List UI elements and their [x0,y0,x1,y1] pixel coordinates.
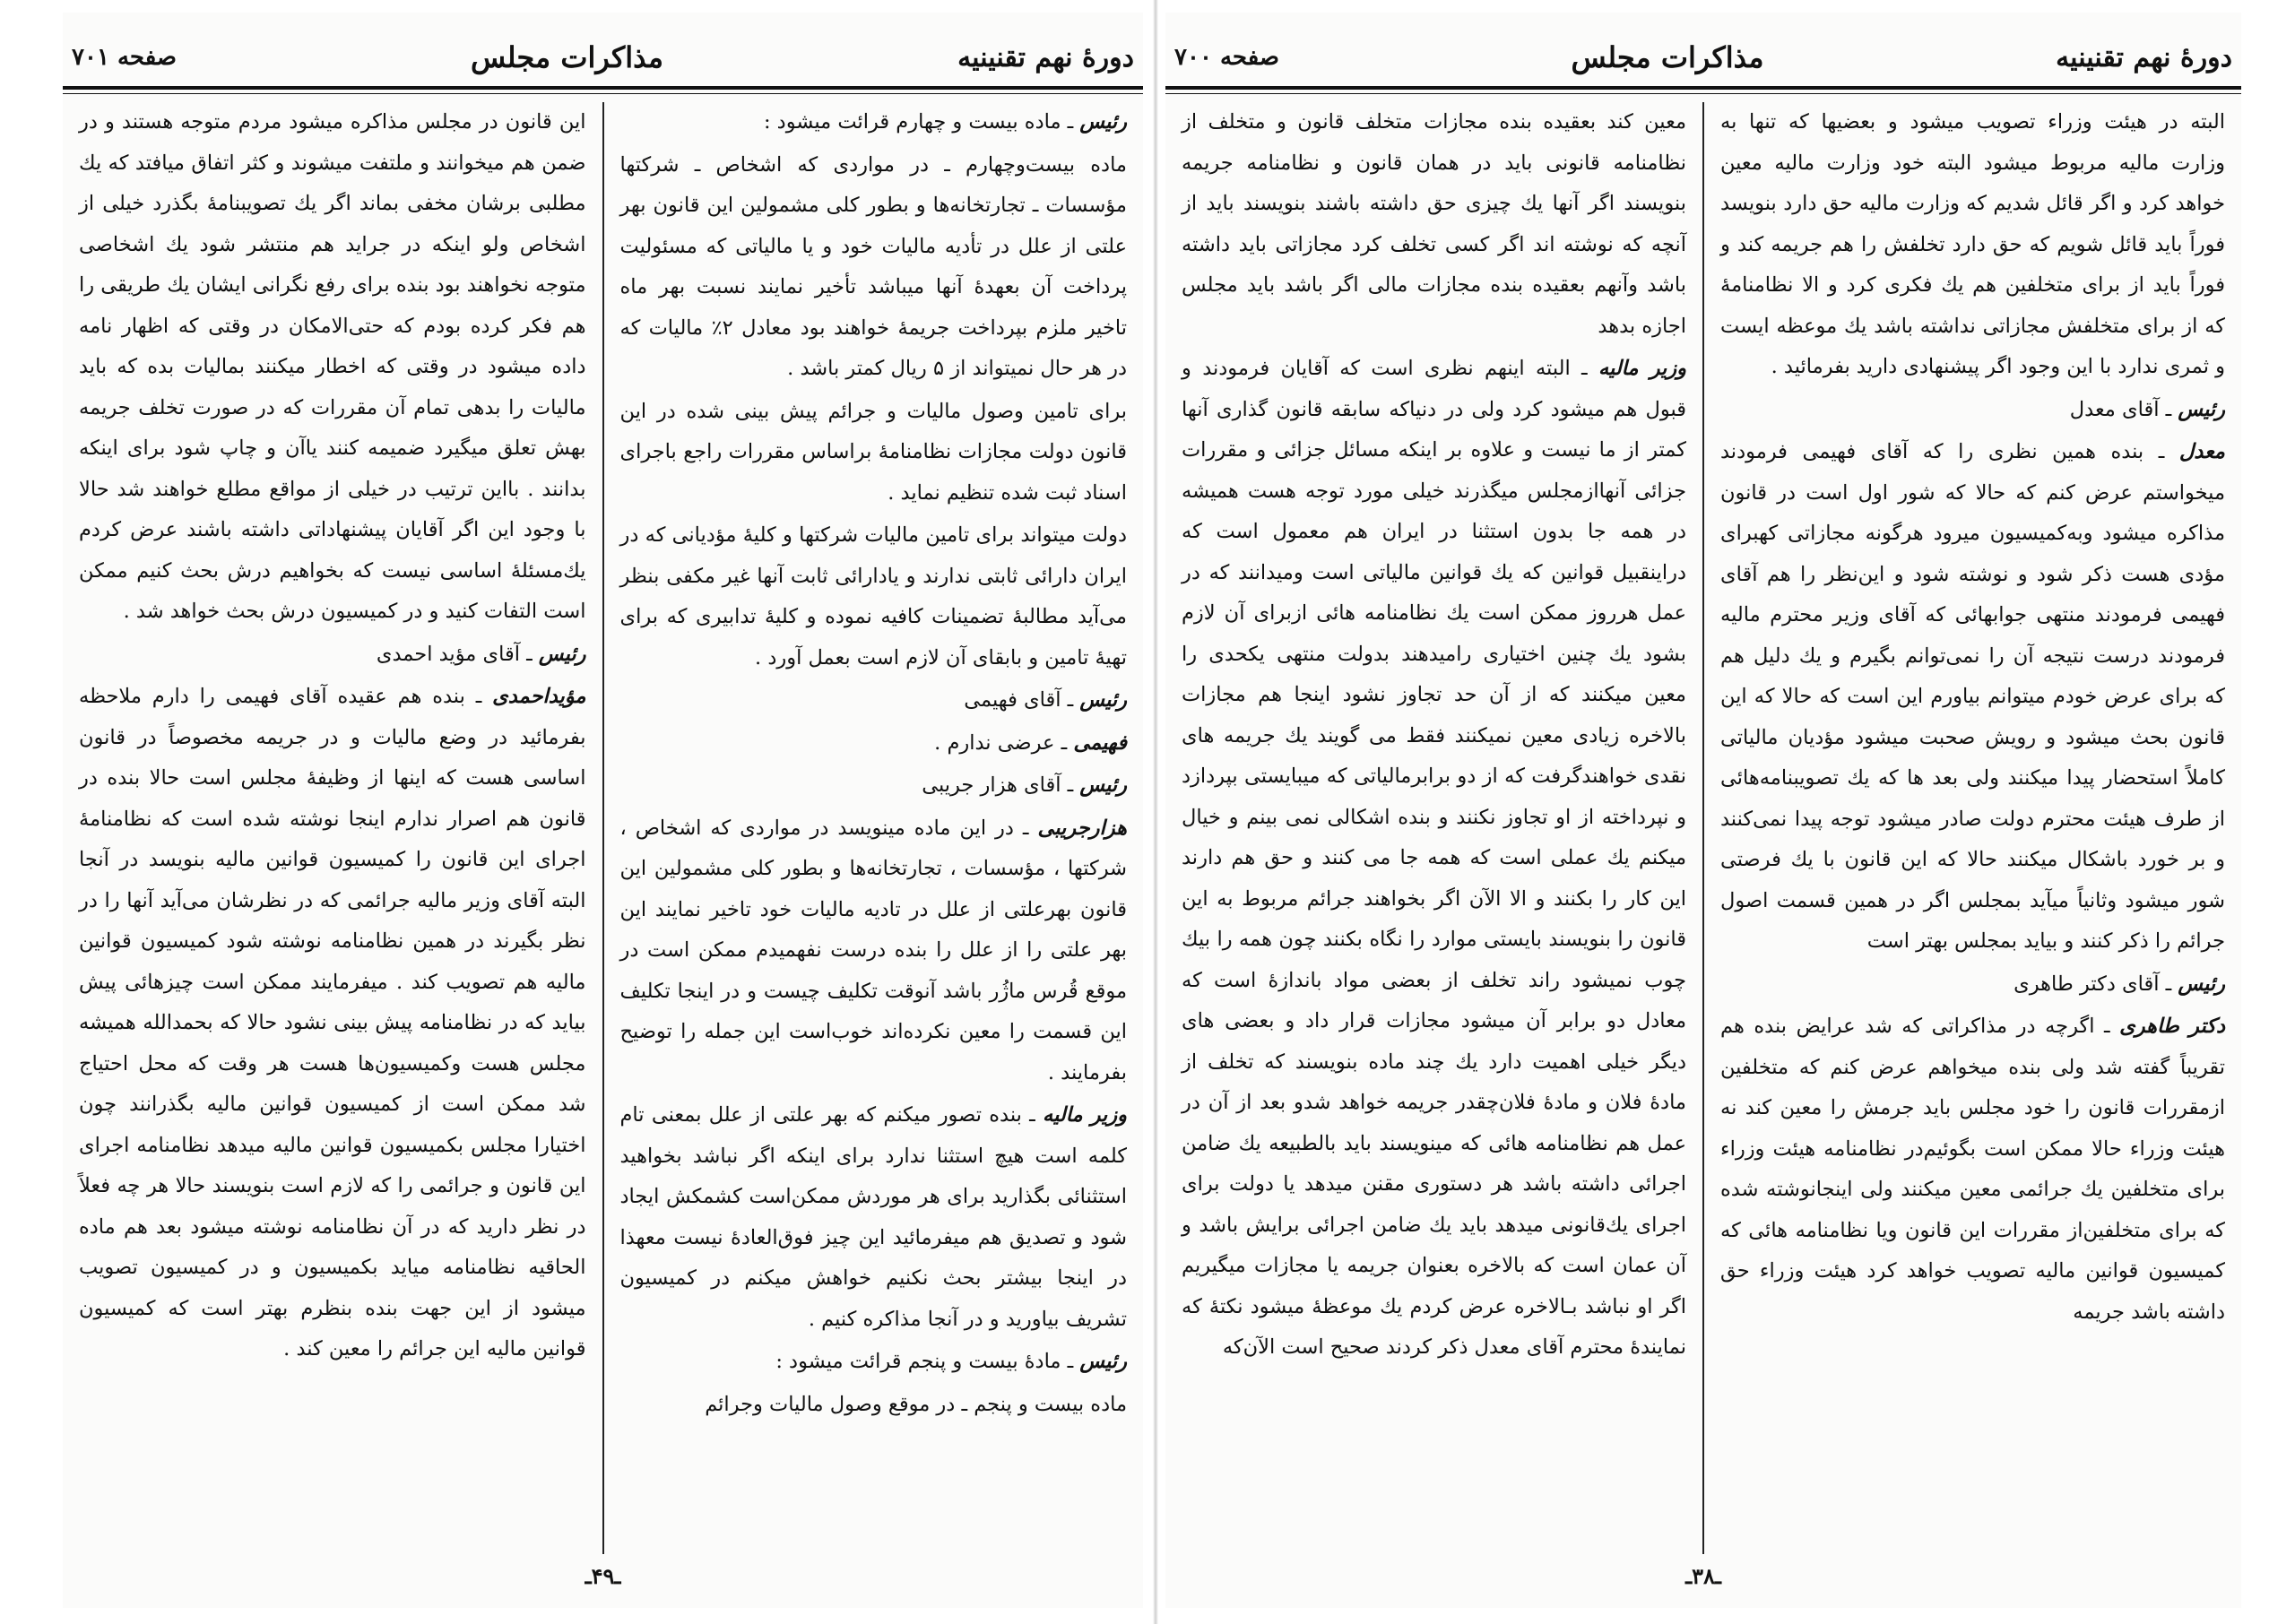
paragraph-text: ـ ماده بیست و چهارم قرائت میشود : [763,110,1080,134]
paragraph-text: ـ اگرچه در مذاکراتی که شد عرایض بنده هم تقریباً گفته شد ولی بنده میخواهم عرض کنم که متخلفین ازمقررات قانون را خود مجلس باید جرمش را معین کند نه هیئت وزراء حالا ممکن است بگوئیم‌در نظامنامه هیئت وزراء برای متخلفین یك جرائمی معین میکنند ولی اینجانوشته شده که برای متخلفین‌از مقررات این قانون ویا نظامنامه هائی که کمیسیون قوانین مالیه تصویب خواهد کرد هیئت وزراء حق داشته باشد جریمه [1720,1015,2225,1324]
paragraph [620,1095,1128,1340]
book-gutter [1153,0,1158,1624]
paragraph [1720,964,2225,1006]
speaker-name: معدل [2178,440,2225,463]
paragraph-text: ماده بیست‌وچهارم ـ در مواردی که اشخاص ـ شرکتها مؤسسات ـ تجارتخانه‌ها و بطور کلی مشمولین این قانون بهر علتی از علل در تأدیه مالیات خود و یا مالیاتی که مسئولیت پرداخت آن بعهدهٔ آنها میباشد تأخیر نمایند نسبت بهر ماه تاخیر ملزم بپرداخت جریمهٔ خواهند بود معادل ۲٪ مالیات که در هر حال نمیتواند از ۵ ریال کمتر باشد . [619,152,1127,380]
paragraph [79,102,586,633]
paragraph [620,392,1128,514]
paragraph-text: ـ آقای هزار جریبی [922,773,1080,797]
left-col-left [63,102,604,1554]
left-page-footer: ـ۴۹ـ [585,1563,621,1589]
left-page-series: دورهٔ نهم تقنینیه [957,41,1134,73]
paragraph [1182,349,1686,1369]
paragraph [620,680,1128,721]
speaker-name: وزیر مالیه [1598,357,1687,380]
paragraph-text: ـ بنده تصور میکنم که بهر علتی از علل بمعنی تام کلمه است هیچ استثنا ندارد برای اینکه اگر نباشد بخواهید استثنائی بگذارید برای هر موردش ممکن‌است کشمکش ایجاد شود و تصدیق هم میفرمائید این چیز فوق‌العادهٔ نیست معهذا در اینجا بیشتر بحث نکنیم خواهش میکنم در کمیسیون تشریف بیاورید و در آنجا مذاکره کنیم . [619,1103,1127,1331]
right-col-right [1704,102,2241,1554]
left-page-columns [63,102,1143,1554]
right-page-series: دورهٔ نهم تقنینیه [2056,41,2232,73]
paragraph-text: ـ آقای دکتر طاهری [2014,972,2178,996]
paragraph [79,677,586,1370]
paragraph [620,102,1128,143]
speaker-name: دکتر طاهری [2119,1015,2225,1038]
speaker-name: رئیس [2178,397,2225,421]
paragraph [1720,102,2225,388]
paragraph-text: ـ عرضی ندارم . [934,730,1074,755]
left-page-header [63,30,1143,84]
speaker-name: مؤیداحمدی [492,685,586,708]
paragraph [1720,1006,2225,1333]
paragraph [620,1342,1128,1383]
paragraph-text: ماده بیست و پنجم ـ در موقع وصول مالیات وجرائم [705,1392,1127,1416]
left-header-rule-thin [63,93,1143,94]
paragraph-text: معین کند بعقیده بنده مجازات متخلف قانون و متخلف از نظامنامه قانونی باید در همان قانون و نظامنامه جریمه بنویسند اگر آنها یك چیزی حق داشته باشند بنویسند باید از آنچه که نوشته اند اگر کسی تخلف کرد مجازاتی باید داشته باشد وآنهم بعقیده بنده مجازات مالی اگر باشد باید مجلس اجازه بدهد [1182,110,1686,338]
paragraph-text: ـ بنده هم عقیده آقای فهیمی را دارم ملاحظه بفرمائید در وضع مالیات و در جریمه مخصوصاً در قانون اساسی هست که اینها از وظیفهٔ مجلس است حالا بنده در قانون هم اصرار ندارم اینجا نوشته شده است که نظامنامهٔ اجرای این قانون را کمیسیون قوانین مالیه بنویسد در آنجا البته آقای وزیر مالیه جرائمی که در نظرشان می‌آید آنها را در نظر بگیرند در همین نظامنامه نوشته شود کمیسیون قوانین مالیه هم تصویب کند . میفرمایند ممکن است چیزهائی پیش بیاید که در نظامنامه پیش بینی نشود حالا که بحمدالله همیشه مجلس هست وکمیسیون‌ها هست هر وقت که محل احتیاج شد ممکن است از کمیسیون قوانین مالیه بگذرانند چون اختیارا مجلس بکمیسیون قوانین مالیه میدهد نظامنامه اجرای این قانون و جرائمی را که لازم است بنویسند حالا هر چه فعلاً در نظر دارید که در آن نظامنامه نوشته میشود بعد هم ماده الحاقیه نظامنامه میاید بکمیسیون و در کمیسیون تصویب میشود از این جهت بنده بنظرم بهتر است که کمیسیون قوانین مالیه این جرائم را معین کند . [79,685,586,1361]
paragraph-text: ـ البته اینهم نظری است که آقایان فرمودند و قبول هم میشود کرد ولی در دنیاکه سابقه قانون گذاری آنها کمتر از ما نیست و علاوه بر اینکه مسائل جزائی و مقررات جزائی آنهاازمجلس میگذرند خیلی مورد توجه هست همیشه در همه جا بدون استثنا در ایران هم معمول است که دراینقبیل قوانین که یك قوانین مالیاتی است ومیدانند که در عمل هرروز ممکن است یك نظامنامه هائی ازبرای آن لازم بشود یك چنین اختیاری رامیدهند بدولت منتهی یكحدی را معین میکنند که از آن حد تجاوز نشود اینجا هم مجازات بالاخره زیادی معین نمیکنند فقط می گویند یك جریمه های نقدی خواهندگرفت که از دو برابرمالیاتی که میبایستی بپردازد و نپرداخته از او تجاوز نکنند و بنده اشکالی نمی بینم و خیال میکنم یك عملی است که همه جا می کنند و حق هم دارند این کار را بکنند و الا الآن اگر بخواهند جرائم مربوط به این قانون را بنویسند بایستی موارد را نگاه بکنند چون همه را بیك چوب نمیشود راند تخلف از بعضی مواد باندازهٔ است که معادل دو برابر آن میشود مجازات قرار داد و بعضی های دیگر خیلی اهمیت دارد یك چند ماده بنویسند که تخلف از مادهٔ فلان و مادهٔ فلان‌چقدر جریمه خواهد شدو بعد از آن در عمل هم نظامنامه هائی که مینویسند باید بالطبیعه یك ضامن اجرائی داشته باشد هر دستوری مقنن میدهد یا دولت برای اجرای یك‌قانونی میدهد باید یك ضامن اجرائی برایش باشد و آن عمان است که بالاخره بعنوان جریمه یا مجازات میگیریم اگر او نباشد بـالاخره عرض کردم یك موعظهٔ میشود نکتهٔ که نمایندهٔ محترم آقای معدل ذکر کردند صحیح است الآن‌که [1182,357,1686,1359]
speaker-name: رئیس [2178,972,2225,996]
right-page-title: مذاکرات مجلس [1571,40,1764,74]
right-page-footer: ـ۳۸ـ [1685,1563,1721,1589]
paragraph-text: ـ آقای مؤید احمدی [376,642,539,666]
left-col-right [604,102,1144,1554]
paragraph-text: ـ آقای معدل [2069,397,2178,421]
paragraph-text: ـ در این ماده مینویسد در مواردی که اشخاص ، شرکتها ، مؤسسات ، تجارتخانه‌ها و بطور کلی مشمولین این قانون بهرعلتی از علل در تادیه مالیات خود تاخیر نمایند این بهر علتی را از علل را بنده درست نفهمیدم ممکن است در موقع قُرس ماژُر باشد آنوقت تکلیف چیست و در اینجا تکلیف این قسمت را معین نکرده‌اند خوب‌است این جمله را توضیح بفرمایند . [619,816,1127,1084]
paragraph [1720,432,2225,963]
paragraph [620,723,1128,764]
speaker-name: وزیر مالیه [1043,1103,1127,1127]
speaker-name: رئیس [1079,688,1127,712]
paragraph-text: البته در هیئت وزراء تصویب میشود و بعضیها که تنها به وزارت مالیه مربوط میشود البته خود وزارت مالیه معین خواهد کرد و اگر قائل شدیم که وزارت مالیه حق دارد بنویسد فوراً باید قائل شویم که حق دارد تخلفش را هم جریمه کند و فوراً باید از برای متخلفین هم یك فکری کرد و الا نظامنامهٔ که از برای متخلفش مجازاتی نداشته باشد یك موعظه ایست و ثمری ندارد با این وجود اگر پیشنهادی دارید بفرمائید . [1720,110,2225,378]
right-header-rule [1165,86,2241,90]
speaker-name: رئیس [1079,1350,1127,1373]
paragraph-text: ـ مادهٔ بیست و پنجم قرائت میشود : [775,1350,1080,1373]
left-page-title: مذاکرات مجلس [470,40,664,74]
paragraph [620,145,1128,390]
right-page [1165,13,2241,1608]
speaker-name: فهیمی [1073,730,1127,755]
right-page-columns [1165,102,2241,1554]
right-page-header [1165,30,2241,84]
paragraph [1182,102,1686,347]
speaker-name: رئیس [1079,773,1127,797]
paragraph-text: ـ آقای فهیمی [964,688,1080,712]
paragraph-text: ـ بنده همین نظری را که آقای فهیمی فرمودند میخواستم عرض کنم که حالا که شور اول است در قانون مذاکره میشود وبه‌کمیسیون میرود هرگونه مجازاتی کهبرای مؤدی هست ذکر شود و نوشته شود و این‌نظر را هم آقای فهیمی فرمودند منتهی جوابهائی که آقای وزیر محترم مالیه فرمودند درست نتیجه ‌آن را نمی‌توانم بگیرم و یك دلیل هم که برای عرض خودم میتوانم بیاورم این است که حالا که این قانون بحث میشود و رویش صحبت میشود مؤدیان مالیاتی کاملاً استحضار پیدا میکنند ولی بعد ها که یك تصویبنامه‌هائی از طرف هیئت محترم دولت صادر میشود توجه پیدا نمی‌کنند و بر خورد باشکال میکنند حالا که این قانون با یك فرصتی شور میشود وثانیاً میآید بمجلس اگر در همین قسمت اصول جرائم را ذکر کنند و بیاید بمجلس بهتر است [1720,440,2225,953]
paragraph [79,635,586,676]
paragraph-text: این قانون در مجلس مذاکره میشود مردم متوجه هستند و در ضمن هم میخوانند و ملتفت میشوند و کثر اتفاق میافتد که یك مطلبی برشان مخفی بماند اگر یك تصویبنامهٔ بگذرد خیلی از اشخاص ولو اینکه در جراید هم منتشر شود یك اشخاصی متوجه نخواهند بود بنده برای رفع نگرانی ایشان یك طریقی را هم فکر کرده بودم که حتی‌الامکان در وقتی که اظهار نامه داده میشود در وقتی که اخطار میکنند بمالیات بده که باید مالیات را بدهی تمام آن مقررات که در صورت تخلف جریمه بهش تعلق میگیرد ضمیمه کنند یاآن و چاپ شود برای اینکه بدانند . بااین ترتیب در خیلی از مواقع مطلع خواهند شد حالا با وجود این اگر آقایان پیشنهاداتی داشته باشند عرض کردم یك‌مسئلهٔ اساسی نیست که بخواهیم درش بحث کنیم ممکن است التفات کنید و در کمیسیون درش بحث خواهد شد . [79,110,586,623]
left-page-number: صفحه ۷۰۱ [72,44,177,71]
paragraph-text: دولت میتواند برای تامین مالیات شرکتها و کلیهٔ مؤدیانی که در ایران دارائی ثابتی ندارند و یادارائی ثابت آنها غیر مکفی بنظر می‌آید مطالبهٔ تضمینات کافیه نموده و کلیهٔ تدابیری که برای تهیهٔ تامین و بابقای آن لازم است بعمل آورد . [619,523,1127,669]
paragraph-text: برای تامین وصول مالیات و جرائم پیش بینی شده در این قانون دولت مجازات نظامنامهٔ براساس مقررات راجع باجرای اسناد ثبت شده تنظیم نماید . [619,399,1127,505]
paragraph [620,515,1128,678]
paragraph [620,765,1128,807]
left-page [63,13,1143,1608]
speaker-name: رئیس [1079,110,1127,134]
paragraph [1720,390,2225,431]
right-col-left [1165,102,1704,1554]
speaker-name: هزارجریبی [1037,816,1127,840]
speaker-name: رئیس [538,642,586,666]
right-page-number: صفحه ۷۰۰ [1174,44,1279,71]
paragraph [620,808,1128,1094]
paragraph [620,1385,1128,1426]
right-header-rule-thin [1165,93,2241,94]
left-header-rule [63,86,1143,90]
